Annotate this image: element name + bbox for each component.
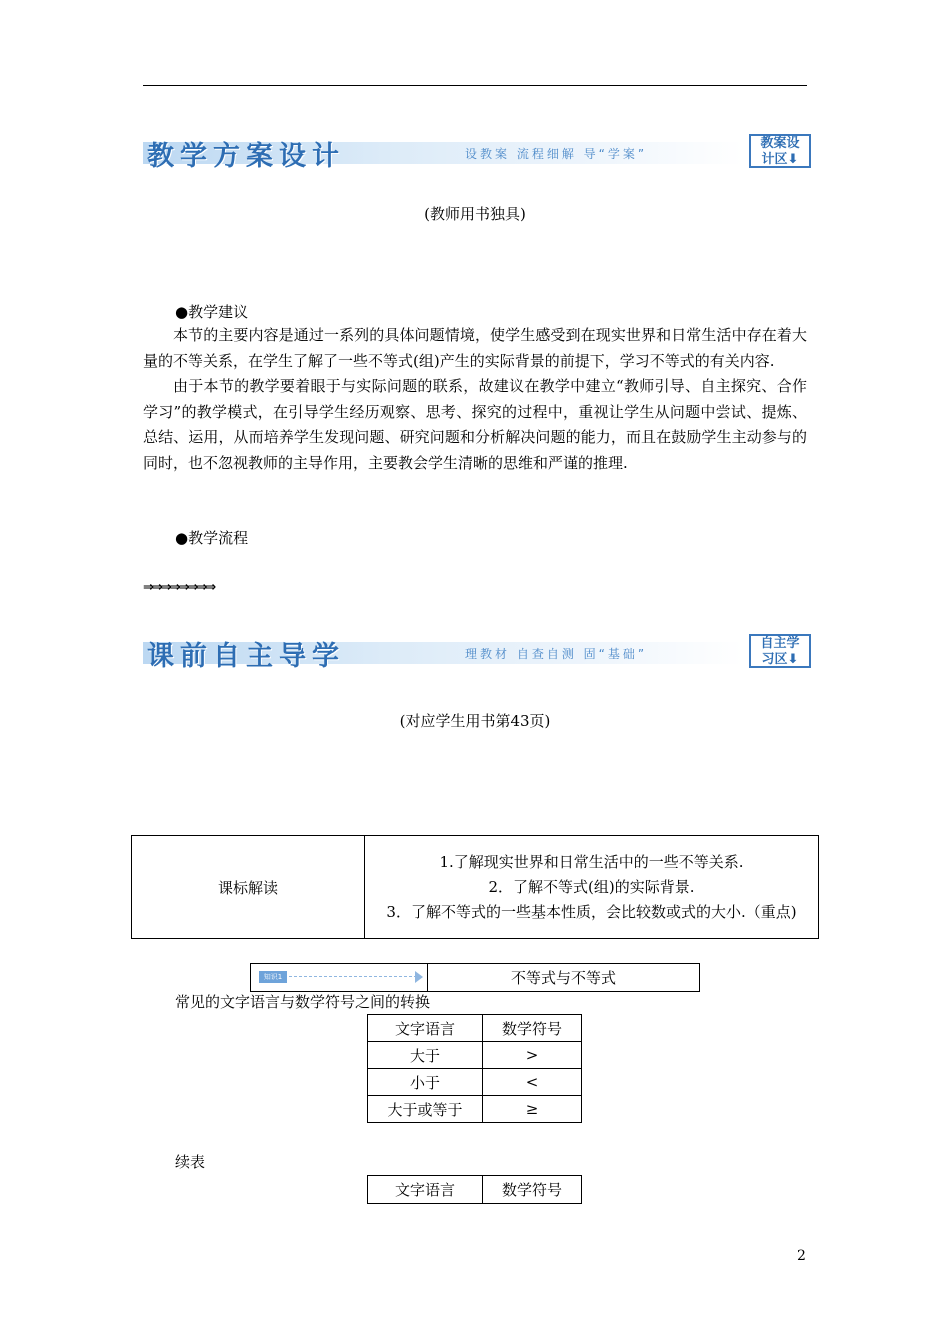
table-row	[368, 1042, 582, 1069]
standard-item-2: 2．了解不等式(组)的实际背景.	[488, 877, 695, 896]
teacher-only-note: (教师用书独具)	[424, 205, 526, 223]
banner-subtitle: 设教案 流程细解 导“学案”	[465, 147, 648, 161]
table-row	[368, 1069, 582, 1096]
table-row	[251, 964, 700, 992]
knowledge-arrow-icon	[259, 971, 423, 983]
section-banner-teaching-plan	[143, 134, 813, 170]
standard-item-3: 3．了解不等式的一些基本性质，会比较数或式的大小.（重点)	[386, 902, 797, 921]
table-cell: >	[483, 1042, 582, 1069]
badge-line-2: 计区⬇	[761, 152, 799, 167]
conversion-intro: 常见的文字语言与数学符号之间的转换	[175, 993, 431, 1011]
knowledge-chip: 知识1	[259, 971, 287, 983]
badge-line-2: 习区⬇	[761, 652, 799, 667]
teaching-flow-heading: ●教学流程	[175, 529, 249, 547]
header-cell: 文字语言	[368, 1176, 483, 1204]
header-cell: 数学符号	[483, 1176, 582, 1204]
knowledge-point-header	[250, 963, 700, 992]
table-cell: 大于或等于	[368, 1096, 483, 1123]
knowledge-tag-cell	[251, 964, 428, 992]
banner-title: 教学方案设计	[147, 141, 345, 172]
teaching-suggestion-body	[143, 323, 807, 476]
flow-arrows: ⇒⇒⇒⇒⇒⇒⇒⇒	[143, 580, 215, 595]
table-row	[368, 1176, 582, 1204]
teaching-suggestion-heading: ●教学建议	[175, 303, 249, 321]
suggestion-paragraph-1: 本节的主要内容是通过一系列的具体问题情境，使学生感受到在现实世界和日常生活中存在着大量的不等关系，在学生了解了一些不等式(组)产生的实际背景的前提下，学习不等式的有关内容.	[143, 326, 807, 370]
table-cell: <	[483, 1069, 582, 1096]
student-book-reference: (对应学生用书第43页)	[399, 712, 551, 730]
table-cell: 大于	[368, 1042, 483, 1069]
curriculum-standards-table	[131, 835, 819, 939]
banner-badge	[749, 634, 811, 668]
section-banner-self-study	[143, 634, 813, 670]
banner-subtitle: 理教材 自查自测 固“基础”	[465, 647, 648, 661]
standard-item-1: 1.了解现实世界和日常生活中的一些不等关系.	[439, 852, 744, 871]
table-row	[132, 836, 819, 939]
banner-title: 课前自主导学	[147, 641, 345, 672]
table-row	[368, 1096, 582, 1123]
table-cell: 小于	[368, 1069, 483, 1096]
header-cell: 数学符号	[483, 1015, 582, 1042]
continued-label: 续表	[175, 1153, 206, 1171]
conversion-table	[367, 1014, 582, 1123]
conversion-table-continued	[367, 1175, 582, 1204]
knowledge-title: 不等式与不等式	[428, 964, 700, 992]
standards-content	[365, 836, 819, 939]
page-number: 2	[797, 1248, 806, 1264]
table-row	[368, 1015, 582, 1042]
header-cell: 文字语言	[368, 1015, 483, 1042]
header-rule	[143, 85, 807, 86]
table-cell: ≥	[483, 1096, 582, 1123]
badge-line-1: 自主学	[760, 636, 800, 651]
badge-line-1: 教案设	[760, 136, 800, 151]
suggestion-paragraph-2: 由于本节的教学要着眼于与实际问题的联系，故建议在教学中建立“教师引导、自主探究、合作学习”的教学模式，在引导学生经历观察、思考、探究的过程中，重视让学生从问题中尝试、提炼、总结、运用，从而培养学生发现问题、研究问题和分析解决问题的能力，而且在鼓励学生主动参与的同时，也不忽视教师的主导作用，主要教会学生清晰的思维和严谨的推理.	[143, 377, 807, 472]
standards-label: 课标解读	[132, 836, 365, 939]
banner-badge	[749, 134, 811, 168]
